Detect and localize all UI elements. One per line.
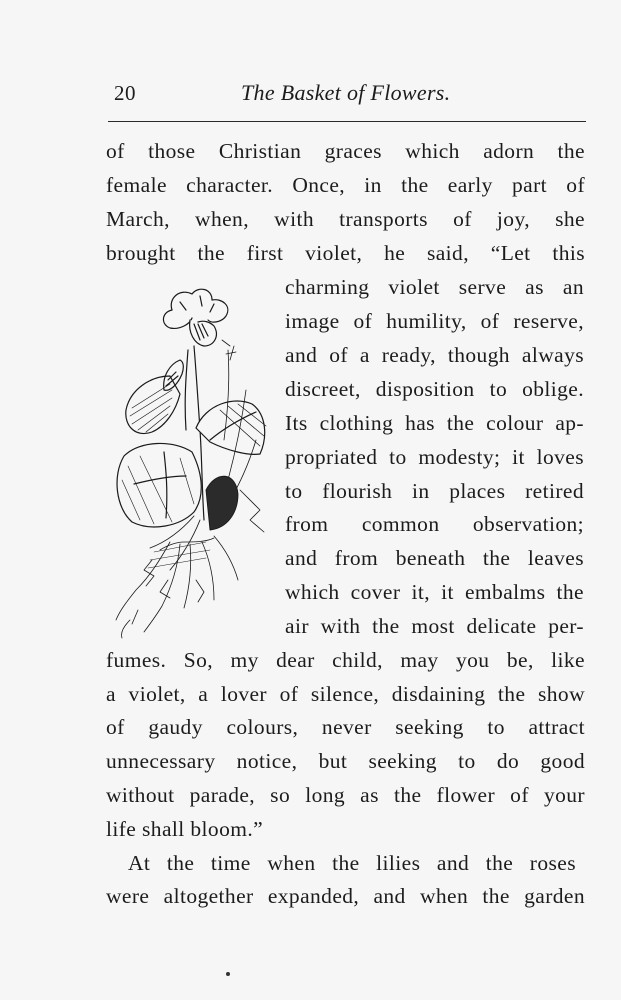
- leaf-lower-left: [117, 443, 201, 527]
- text-line: brought the first violet, he said, “Let this: [106, 241, 585, 265]
- text-line: were altogether expanded, and when the garden: [106, 884, 585, 908]
- text-line: from common observation;: [285, 512, 584, 536]
- text-line: unnecessary notice, but seeking to do good: [106, 749, 585, 773]
- running-title: The Basket of Flowers.: [241, 80, 451, 105]
- text-line: March, when, with transports of joy, she: [106, 207, 585, 231]
- text-line: female character. Once, in the early part of: [106, 173, 585, 197]
- text-line: charming violet serve as an: [285, 275, 584, 299]
- text-line: discreet, disposition to oblige.: [285, 377, 584, 401]
- text-line: of those Christian graces which adorn the: [106, 139, 585, 163]
- text-line: and of a ready, though always: [285, 343, 584, 367]
- leaf-right: [196, 401, 266, 454]
- text-line: air with the most delicate per-: [285, 614, 584, 638]
- text-line: without parade, so long as the flower of your: [106, 783, 585, 807]
- text-line: image of humility, of reserve,: [285, 309, 584, 333]
- text-line: to flourish in places retired: [285, 479, 584, 503]
- header-rule: [108, 121, 586, 122]
- text-line: a violet, a lover of silence, disdaining the show: [106, 682, 585, 706]
- text-line: fumes. So, my dear child, may you be, like: [106, 648, 585, 672]
- leaf-upper-left: [126, 376, 180, 434]
- text-line: Its clothing has the colour ap-: [285, 411, 584, 435]
- page-number: 20: [114, 81, 136, 105]
- roots: [116, 536, 238, 638]
- page-speck: [226, 972, 230, 976]
- text-line: and from beneath the leaves: [285, 546, 584, 570]
- text-line: of gaudy colours, never seeking to attract: [106, 715, 585, 739]
- violet-flower: [163, 289, 227, 346]
- violet-illustration: [110, 280, 275, 640]
- running-header: [104, 80, 588, 110]
- text-line: life shall bloom.”: [106, 817, 264, 841]
- text-line: propriated to modesty; it loves: [285, 445, 584, 469]
- paragraph-start-line: At the time when the lilies and the roses: [128, 851, 576, 875]
- text-line: which cover it, it embalms the: [285, 580, 584, 604]
